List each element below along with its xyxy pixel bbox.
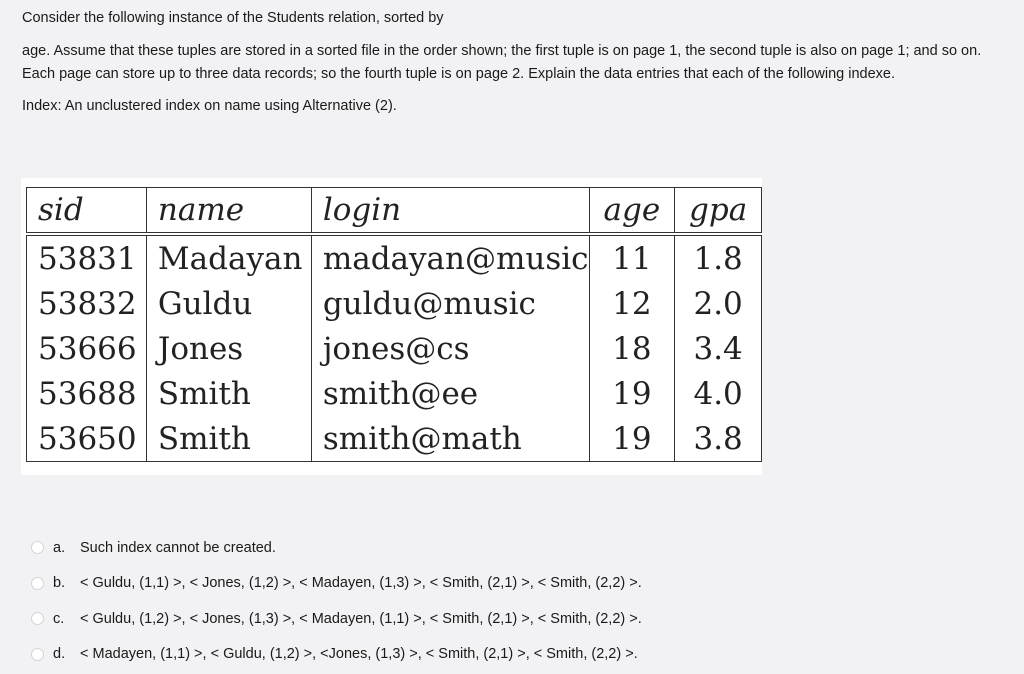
answer-options: [31, 530, 642, 672]
question-paragraph: age. Assume that these tuples are stored in a sorted file in the order shown; the first tuple is on page 1, the second tuple is also on page 1; and so on. Each page can store up to three data records; so the fourth tuple is on page 2. Explain the data entries that each of the following indexe.: [22, 42, 982, 82]
table-header-row: [27, 188, 762, 235]
radio-button[interactable]: [31, 577, 44, 590]
students-table-image: [21, 178, 762, 475]
cell-login: jones@cs: [311, 326, 589, 371]
cell-age: 12: [589, 281, 675, 326]
cell-name: Smith: [146, 416, 311, 462]
option-letter: a.: [53, 539, 66, 556]
radio-button[interactable]: [31, 541, 44, 554]
cell-age: 18: [589, 326, 675, 371]
cell-login: smith@math: [311, 416, 589, 462]
option-d[interactable]: [31, 637, 642, 673]
option-text[interactable]: < Madayen, (1,1) >, < Guldu, (1,2) >, <Jones, (1,3) >, < Smith, (2,1) >, < Smith, (2,2) >.: [80, 646, 638, 663]
cell-gpa: 3.4: [675, 326, 762, 371]
cell-age: 19: [589, 371, 675, 416]
index-description: Index: An unclustered index on name using Alternative (2).: [22, 97, 397, 114]
option-text[interactable]: Such index cannot be created.: [80, 539, 276, 556]
cell-sid: 53666: [27, 326, 147, 371]
cell-age: 11: [589, 234, 675, 281]
header-gpa: gpa: [675, 188, 762, 235]
cell-age: 19: [589, 416, 675, 462]
cell-sid: 53688: [27, 371, 147, 416]
question-line-1: Consider the following instance of the Students relation, sorted by: [22, 10, 444, 26]
cell-name: Smith: [146, 371, 311, 416]
cell-name: Madayan: [146, 234, 311, 281]
radio-button[interactable]: [31, 612, 44, 625]
header-name: name: [146, 188, 311, 235]
option-letter: b.: [53, 575, 66, 592]
option-b[interactable]: [31, 566, 642, 602]
cell-login: smith@ee: [311, 371, 589, 416]
header-login: login: [311, 188, 589, 235]
table-row: [27, 281, 762, 326]
question-text: [22, 7, 1012, 118]
option-text[interactable]: < Guldu, (1,1) >, < Jones, (1,2) >, < Madayen, (1,3) >, < Smith, (2,1) >, < Smith, (2,2) >.: [80, 575, 642, 592]
header-age: age: [589, 188, 675, 235]
option-a[interactable]: [31, 530, 642, 566]
cell-name: Jones: [146, 326, 311, 371]
table-row: [27, 416, 762, 462]
option-c[interactable]: [31, 601, 642, 637]
radio-button[interactable]: [31, 648, 44, 661]
cell-gpa: 3.8: [675, 416, 762, 462]
table-row: [27, 326, 762, 371]
cell-gpa: 1.8: [675, 234, 762, 281]
students-table: [26, 187, 762, 462]
option-text[interactable]: < Guldu, (1,2) >, < Jones, (1,3) >, < Madayen, (1,1) >, < Smith, (2,1) >, < Smith, (2,2) >.: [80, 610, 642, 627]
cell-sid: 53650: [27, 416, 147, 462]
cell-login: guldu@music: [311, 281, 589, 326]
cell-gpa: 4.0: [675, 371, 762, 416]
table-row: [27, 234, 762, 281]
cell-login: madayan@music: [311, 234, 589, 281]
table-row: [27, 371, 762, 416]
option-letter: c.: [53, 610, 65, 627]
cell-sid: 53832: [27, 281, 147, 326]
cell-sid: 53831: [27, 234, 147, 281]
header-sid: sid: [27, 188, 147, 235]
cell-name: Guldu: [146, 281, 311, 326]
option-letter: d.: [53, 646, 66, 663]
cell-gpa: 2.0: [675, 281, 762, 326]
